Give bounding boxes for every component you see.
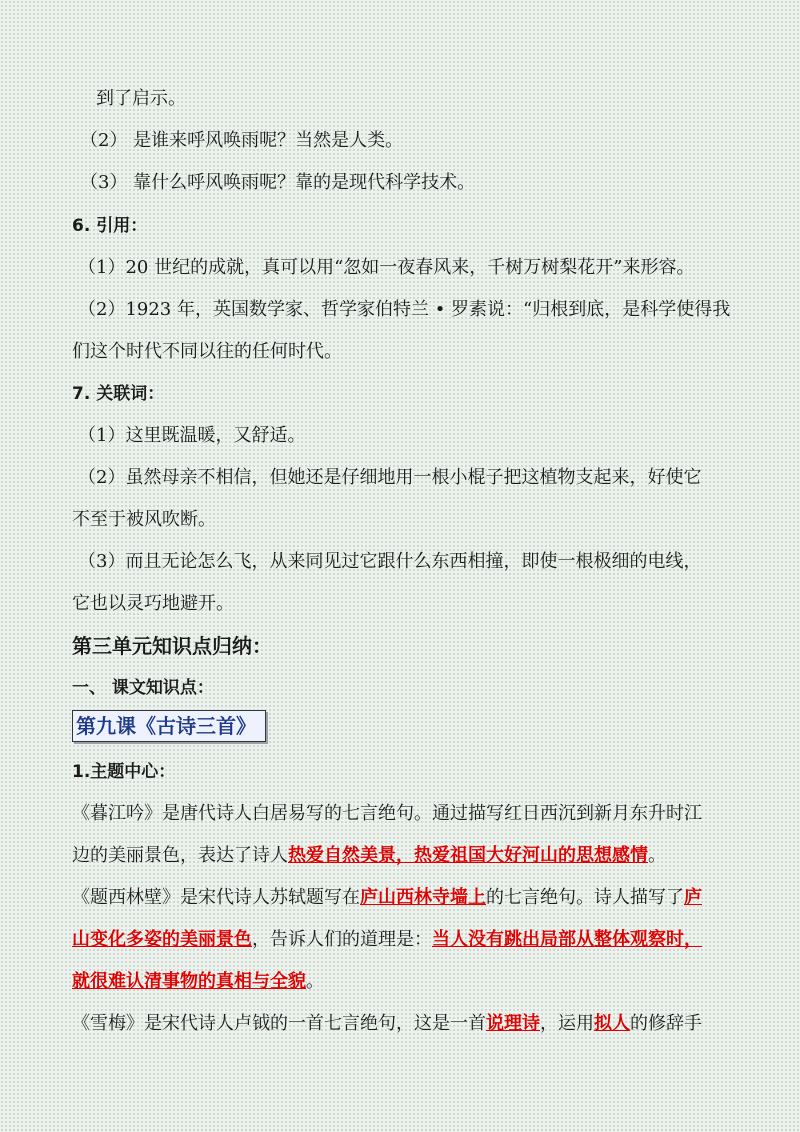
unit-title: 第三单元知识点归纳： bbox=[72, 634, 272, 658]
text-line: 到了启示。 bbox=[96, 88, 186, 109]
theme-heading: 1.主题中心： bbox=[72, 762, 176, 782]
highlight-text: 庐 bbox=[684, 887, 702, 908]
text-line bbox=[72, 1011, 702, 1037]
text-line bbox=[72, 885, 702, 911]
text-line: 们这个时代不同以往的任何时代。 bbox=[72, 341, 342, 362]
highlight-text: 拟人 bbox=[594, 1013, 630, 1034]
text-line: （1）这里既温暖，又舒适。 bbox=[78, 425, 306, 446]
text-span: ，运用 bbox=[540, 1013, 594, 1034]
text-line bbox=[72, 843, 666, 869]
text-line bbox=[72, 927, 702, 953]
lesson-title-box bbox=[72, 710, 266, 742]
section-heading-quotation: 6. 引用： bbox=[72, 216, 148, 236]
text-span: ，告诉人们的道理是： bbox=[252, 929, 432, 950]
text-line: （2）1923 年，英国数学家、哲学家伯特兰 • 罗素说：“归根到底，是科学使得我 bbox=[78, 299, 731, 320]
highlight-text: 热爱自然美景，热爱祖国大好河山的思想感情 bbox=[288, 845, 648, 866]
highlight-text: 山变化多姿的美丽景色 bbox=[72, 929, 252, 950]
text-line bbox=[72, 969, 324, 995]
highlight-text: 庐山西林寺墙上 bbox=[360, 887, 486, 908]
text-span: 的七言绝句。诗人描写了 bbox=[486, 887, 684, 908]
text-line: （2） 是谁来呼风唤雨呢？当然是人类。 bbox=[80, 130, 404, 151]
text-line: 不至于被风吹断。 bbox=[72, 509, 216, 530]
text-line: （1）20 世纪的成就，真可以用“忽如一夜春风来，千树万树梨花开”来形容。 bbox=[78, 257, 695, 278]
text-span: 边的美丽景色，表达了诗人 bbox=[72, 845, 288, 866]
section-heading-conjunctions: 7. 关联词： bbox=[72, 384, 165, 404]
text-line: （3） 靠什么呼风唤雨呢？靠的是现代科学技术。 bbox=[80, 172, 476, 193]
highlight-text: 就很难认清事物的真相与全貌 bbox=[72, 971, 306, 992]
text-span: 《题西林壁》是宋代诗人苏轼题写在 bbox=[72, 887, 360, 908]
highlight-text: 说理诗 bbox=[486, 1013, 540, 1034]
section-heading-lesson-points: 一、 课文知识点： bbox=[72, 678, 214, 698]
text-span: 。 bbox=[306, 971, 324, 992]
text-line: 它也以灵巧地避开。 bbox=[72, 593, 234, 614]
text-span: 。 bbox=[648, 845, 666, 866]
text-span: 《雪梅》是宋代诗人卢钺的一首七言绝句，这是一首 bbox=[72, 1013, 486, 1034]
text-line: 《暮江吟》是唐代诗人白居易写的七言绝句。通过描写红日西沉到新月东升时江 bbox=[72, 803, 702, 824]
lesson-title: 第九课《古诗三首》 bbox=[76, 714, 256, 738]
text-line: （3）而且无论怎么飞，从来同见过它跟什么东西相撞，即使一根极细的电线， bbox=[78, 551, 702, 572]
text-line: （2）虽然母亲不相信，但她还是仔细地用一根小棍子把这植物支起来，好使它 bbox=[78, 467, 702, 488]
highlight-text: 当人没有跳出局部从整体观察时， bbox=[432, 929, 702, 950]
text-span: 的修辞手 bbox=[630, 1013, 702, 1034]
